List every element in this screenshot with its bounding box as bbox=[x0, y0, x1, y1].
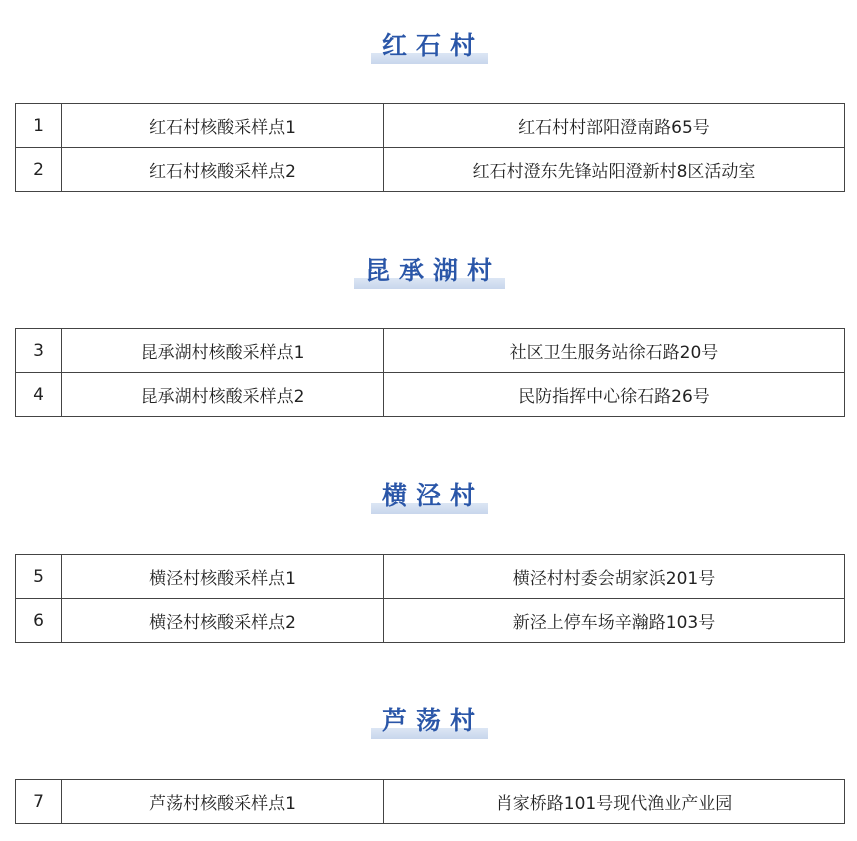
village-title-kunchenghu bbox=[0, 254, 857, 294]
table-row bbox=[16, 780, 845, 824]
row-number: 1 bbox=[16, 104, 62, 148]
site-name: 芦荡村核酸采样点1 bbox=[62, 780, 384, 824]
table-row bbox=[16, 329, 845, 373]
sampling-site-table-kunchenghu bbox=[15, 328, 845, 417]
village-title-text: 红石村 bbox=[373, 29, 484, 63]
site-name: 红石村核酸采样点2 bbox=[62, 148, 384, 192]
site-name: 横泾村核酸采样点1 bbox=[62, 555, 384, 599]
sampling-site-table-hongshi bbox=[15, 103, 845, 192]
site-address: 横泾村村委会胡家浜201号 bbox=[384, 555, 845, 599]
table-row bbox=[16, 599, 845, 643]
row-number: 7 bbox=[16, 780, 62, 824]
row-number: 2 bbox=[16, 148, 62, 192]
row-number: 4 bbox=[16, 373, 62, 417]
village-title-hengjing bbox=[0, 479, 857, 519]
row-number: 5 bbox=[16, 555, 62, 599]
site-name: 红石村核酸采样点1 bbox=[62, 104, 384, 148]
site-address: 肖家桥路101号现代渔业产业园 bbox=[384, 780, 845, 824]
site-name: 横泾村核酸采样点2 bbox=[62, 599, 384, 643]
site-address: 新泾上停车场辛瀚路103号 bbox=[384, 599, 845, 643]
site-address: 红石村村部阳澄南路65号 bbox=[384, 104, 845, 148]
site-name: 昆承湖村核酸采样点1 bbox=[62, 329, 384, 373]
village-title-ludang bbox=[0, 704, 857, 744]
site-name: 昆承湖村核酸采样点2 bbox=[62, 373, 384, 417]
row-number: 6 bbox=[16, 599, 62, 643]
village-title-text: 芦荡村 bbox=[373, 704, 484, 738]
village-title-text: 昆承湖村 bbox=[356, 254, 501, 288]
site-address: 红石村澄东先锋站阳澄新村8区活动室 bbox=[384, 148, 845, 192]
village-title-text: 横泾村 bbox=[373, 479, 484, 513]
sampling-site-table-hengjing bbox=[15, 554, 845, 643]
table-row bbox=[16, 148, 845, 192]
site-address: 社区卫生服务站徐石路20号 bbox=[384, 329, 845, 373]
table-row bbox=[16, 555, 845, 599]
site-address: 民防指挥中心徐石路26号 bbox=[384, 373, 845, 417]
village-title-hongshi bbox=[0, 29, 857, 69]
table-row bbox=[16, 373, 845, 417]
sampling-site-table-ludang bbox=[15, 779, 845, 824]
table-row bbox=[16, 104, 845, 148]
row-number: 3 bbox=[16, 329, 62, 373]
